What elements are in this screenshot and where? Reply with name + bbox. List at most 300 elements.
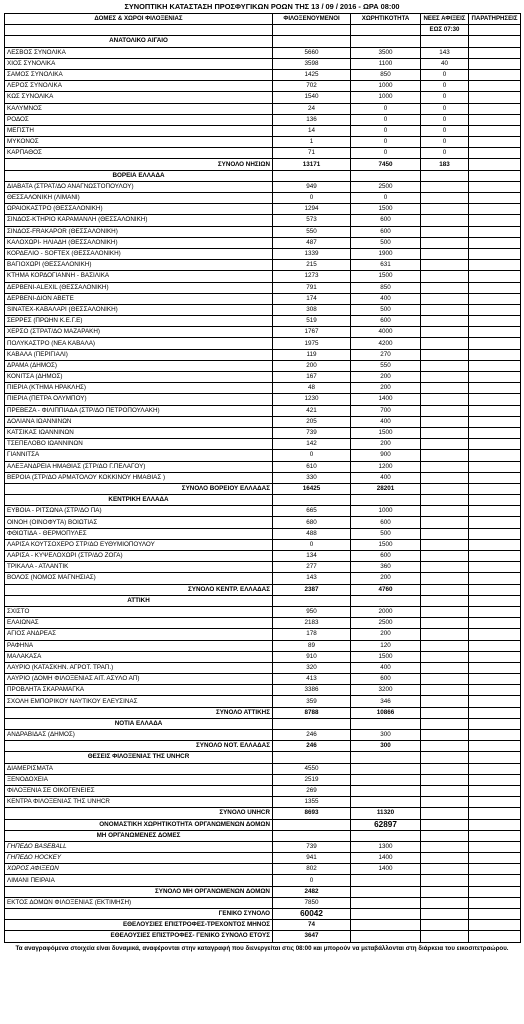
value-cell [469,483,521,494]
value-cell: 200 [351,573,421,584]
row-label-cell: ΣΙΝΔΟΣ-FRAKAPOR (ΘΕΣΣΑΛΟΝΙΚΗ) [5,226,273,237]
table-row [5,137,521,148]
value-cell [421,707,469,718]
row-label-cell: ΕΘΕΛΟΥΣΙΕΣ ΕΠΙΣΤΡΟΦΕΣ-ΤΡΕΧΟΝΤΟΣ ΜΗΝΟΣ [5,920,273,931]
value-cell: 665 [273,506,351,517]
value-cell: 910 [273,651,351,662]
value-cell [469,461,521,472]
value-cell: 16425 [273,483,351,494]
column-header: ΦΙΛΟΞΕΝΟΥΜΕΝΟΙ [273,14,351,25]
value-cell: 1000 [351,81,421,92]
row-label-cell: ΒΟΛΟΣ (ΝΟΜΟΣ ΜΑΓΝΗΣΙΑΣ) [5,573,273,584]
value-cell: 0 [273,539,351,550]
value-cell [351,875,421,886]
value-cell [469,931,521,942]
table-row [5,439,521,450]
value-cell [421,662,469,673]
empty-cell [273,25,351,36]
row-label-cell: ΚΑΡΠΑΘΟΣ [5,148,273,159]
value-cell: 0 [273,875,351,886]
row-label-cell: ΛΑΡΙΣΑ ΚΟΥΤΣΟΧΕΡΟ ΣΤΡ/ΔΟ ΕΥΘΥΜΙΟΠΟΥΛΟΥ [5,539,273,550]
value-cell [469,841,521,852]
value-cell [469,137,521,148]
value-cell: 4760 [351,584,421,595]
row-label-cell: ΣΙΝΔΟΣ-ΚΤΗΡΙΟ ΚΑΡΑΜΑΝΛΗ (ΘΕΣΣΑΛΟΝΙΚΗ) [5,215,273,226]
value-cell [351,797,421,808]
value-cell: 1230 [273,394,351,405]
grand-total-row [5,819,521,830]
value-cell [421,316,469,327]
row-label-cell: ΘΕΣΕΙΣ ΦΙΛΟΞΕΝΙΑΣ ΤΗΣ UNHCR [5,752,273,763]
table-row [5,58,521,69]
value-cell: 600 [351,551,421,562]
value-cell: 143 [421,47,469,58]
value-cell [421,797,469,808]
value-cell [273,170,351,181]
row-label-cell: SINATEX-ΚΑΒΑΛΑΡΙ (ΘΕΣΣΑΛΟΝΙΚΗ) [5,304,273,315]
row-label-cell: ΑΛΕΞΑΝΔΡΕΙΑ ΗΜΑΘΙΑΣ (ΣΤΡ/ΔΟ Γ.ΠΕΛΑΓΟΥ) [5,461,273,472]
value-cell [421,595,469,606]
value-cell [273,830,351,841]
row-label-cell: ΤΡΙΚΑΛΑ - ΑΤΛΑΝΤΙΚ [5,562,273,573]
value-cell [469,640,521,651]
value-cell [351,830,421,841]
value-cell: 550 [351,360,421,371]
table-row [5,517,521,528]
row-label-cell: ΛΙΜΑΝΙ ΠΕΙΡΑΙΑ [5,875,273,886]
value-cell [421,785,469,796]
value-cell [421,674,469,685]
row-label-cell: ΣΕΡΡΕΣ (ΠΡΩΗΝ Κ.Ε.Γ.Ε) [5,316,273,327]
value-cell [469,875,521,886]
row-label-cell: ΞΕΝΟΔΟΧΕΙΑ [5,774,273,785]
value-cell: 205 [273,416,351,427]
table-row [5,394,521,405]
value-cell: 1339 [273,248,351,259]
row-label-cell: ΣΥΝΟΛΟ ΚΕΝΤΡ. ΕΛΛΑΔΑΣ [5,584,273,595]
table-row [5,327,521,338]
value-cell: 2500 [351,618,421,629]
row-label-cell: ΤΣΕΠΕΛΟΒΟ ΙΩΑΝΝΙΝΩΝ [5,439,273,450]
value-cell: 28201 [351,483,421,494]
value-cell: 359 [273,696,351,707]
value-cell [351,595,421,606]
row-label-cell: ΑΝΑΤΟΛΙΚΟ ΑΙΓΑΙΟ [5,36,273,47]
value-cell: 0 [421,69,469,80]
value-cell: 143 [273,573,351,584]
row-label-cell: ΛΑΡΙΣΑ - ΚΥΨΕΛΟΧΩΡΙ (ΣΤΡ/ΔΟ ΖΟΓΑ) [5,551,273,562]
table-row [5,81,521,92]
table-row [5,148,521,159]
value-cell: 136 [273,114,351,125]
table-row [5,47,521,58]
value-cell: 269 [273,785,351,796]
value-cell: 680 [273,517,351,528]
value-cell [469,103,521,114]
value-cell [421,875,469,886]
value-cell [469,752,521,763]
value-cell: 7450 [351,159,421,170]
value-cell [469,584,521,595]
value-cell: 0 [421,81,469,92]
value-cell [421,718,469,729]
value-cell: 200 [273,360,351,371]
value-cell [469,237,521,248]
row-label-cell: ΚΑΛΟΧΩΡΙ- ΗΛΙΑΔΗ (ΘΕΣΣΑΛΟΝΙΚΗ) [5,237,273,248]
table-row [5,349,521,360]
column-header: ΔΟΜΕΣ & ΧΩΡΟΙ ΦΙΛΟΞΕΝΙΑΣ [5,14,273,25]
value-cell: 0 [421,114,469,125]
value-cell [421,260,469,271]
value-cell [469,47,521,58]
value-cell: 134 [273,551,351,562]
value-cell [469,495,521,506]
row-label-cell: ΣΥΝΟΛΟ ΜΗ ΟΡΓΑΝΩΜΕΝΩΝ ΔΟΜΩΝ [5,886,273,897]
value-cell: 277 [273,562,351,573]
row-label-cell: ΒΟΡΕΙΑ ΕΛΛΑΔΑ [5,170,273,181]
value-cell [469,897,521,908]
value-cell [421,416,469,427]
value-cell [469,774,521,785]
table-row [5,696,521,707]
total-row [5,886,521,897]
row-label-cell: ΩΡΑΙΟΚΑΣΤΡΟ (ΘΕΣΣΑΛΟΝΙΚΗ) [5,204,273,215]
value-cell [421,808,469,819]
table-row [5,897,521,908]
value-cell: 2519 [273,774,351,785]
value-cell [421,394,469,405]
row-label-cell: ΚΟΡΔΕΛΙΟ - SOFTEX (ΘΕΣΣΑΛΟΝΙΚΗ) [5,248,273,259]
value-cell [421,483,469,494]
table-row [5,606,521,617]
value-cell: 1294 [273,204,351,215]
value-cell: 270 [351,349,421,360]
value-cell: 246 [273,730,351,741]
value-cell [421,304,469,315]
row-label-cell: ΔΙΑΜΕΡΙΣΜΑΤΑ [5,763,273,774]
value-cell: 0 [351,137,421,148]
row-label-cell: ΝΟΤΙΑ ΕΛΛΑΔΑ [5,718,273,729]
value-cell: 802 [273,864,351,875]
row-label-cell: ΔΡΑΜΑ (ΔΗΜΟΣ) [5,360,273,371]
value-cell [351,36,421,47]
table-row [5,528,521,539]
value-cell: 2500 [351,181,421,192]
value-cell [351,718,421,729]
value-cell [469,730,521,741]
empty-cell [351,25,421,36]
value-cell [469,81,521,92]
value-cell: 8788 [273,707,351,718]
table-row [5,293,521,304]
total-row [5,741,521,752]
value-cell [469,248,521,259]
value-cell: 183 [421,159,469,170]
value-cell: 400 [351,662,421,673]
value-cell: 1500 [351,427,421,438]
value-cell [421,439,469,450]
row-label-cell: ΚΕΝΤΡΙΚΗ ΕΛΛΑΔΑ [5,495,273,506]
section-header-row [5,830,521,841]
value-cell: 40 [421,58,469,69]
value-cell [469,405,521,416]
value-cell [421,461,469,472]
value-cell [421,830,469,841]
table-row [5,316,521,327]
value-cell [421,271,469,282]
value-cell: 400 [351,472,421,483]
section-header-row [5,595,521,606]
row-label-cell: ΓΕΝΙΚΟ ΣΥΝΟΛΟ [5,909,273,920]
value-cell: 1540 [273,92,351,103]
value-cell: 142 [273,439,351,450]
value-cell [421,349,469,360]
row-label-cell: ΣΥΝΟΛΟ UNHCR [5,808,273,819]
table-row [5,193,521,204]
column-header: ΠΑΡΑΤΗΡΗΣΕΙΣ [469,14,521,25]
value-cell: 600 [351,517,421,528]
value-cell: 739 [273,841,351,852]
value-cell: 0 [351,114,421,125]
value-cell: 0 [421,137,469,148]
value-cell [421,36,469,47]
value-cell [469,316,521,327]
value-cell [469,327,521,338]
section-header-row [5,170,521,181]
row-label-cell: ΑΤΤΙΚΗ [5,595,273,606]
value-cell [421,886,469,897]
value-cell [421,517,469,528]
value-cell [469,215,521,226]
value-cell: 5660 [273,47,351,58]
table-row [5,181,521,192]
value-cell: 89 [273,640,351,651]
value-cell [469,909,521,920]
table-row [5,618,521,629]
value-cell [421,427,469,438]
value-cell [351,931,421,942]
value-cell: 1767 [273,327,351,338]
row-label-cell: ΓΙΑΝΝΙΤΣΑ [5,450,273,461]
row-label-cell: ΔΟΛΙΑΝΑ ΙΩΑΝΝΙΝΩΝ [5,416,273,427]
value-cell [421,909,469,920]
value-cell: 700 [351,405,421,416]
value-cell: 200 [351,439,421,450]
value-cell: 421 [273,405,351,416]
value-cell: 400 [351,293,421,304]
row-label-cell: ΜΥΚΟΝΟΣ [5,137,273,148]
value-cell [421,864,469,875]
row-label-cell: ΔΕΡΒΕΝΙ-ALEXIL (ΘΕΣΣΑΛΟΝΙΚΗ) [5,282,273,293]
value-cell: 330 [273,472,351,483]
value-cell: 0 [273,450,351,461]
value-cell [469,573,521,584]
value-cell [421,920,469,931]
section-header-row [5,495,521,506]
value-cell [469,562,521,573]
table-row [5,383,521,394]
value-cell: 1500 [351,539,421,550]
value-cell [469,383,521,394]
value-cell [421,853,469,864]
value-cell: 941 [273,853,351,864]
section-header-row [5,36,521,47]
value-cell [469,125,521,136]
value-cell [421,495,469,506]
table-row [5,405,521,416]
value-cell [469,517,521,528]
value-cell [469,92,521,103]
value-cell: 610 [273,461,351,472]
value-cell [421,226,469,237]
value-cell [351,897,421,908]
value-cell: 0 [351,103,421,114]
value-cell: 631 [351,260,421,271]
value-cell: 702 [273,81,351,92]
table-row [5,573,521,584]
table-row [5,651,521,662]
value-cell [469,181,521,192]
value-cell [351,920,421,931]
row-label-cell: ΡΑΦΗΝΑ [5,640,273,651]
value-cell [469,595,521,606]
value-cell [469,260,521,271]
value-cell [421,629,469,640]
value-cell: 120 [351,640,421,651]
value-cell [421,215,469,226]
value-cell [469,528,521,539]
value-cell [469,282,521,293]
value-cell [421,170,469,181]
row-label-cell: ΣΧΙΣΤΟ [5,606,273,617]
value-cell [469,170,521,181]
value-cell [421,372,469,383]
table-row [5,506,521,517]
value-cell [469,853,521,864]
value-cell [469,271,521,282]
row-label-cell: ΣΥΝΟΛΟ ΑΤΤΙΚΗΣ [5,707,273,718]
value-cell [469,830,521,841]
value-cell [469,551,521,562]
value-cell: 3200 [351,685,421,696]
value-cell: 7850 [273,897,351,908]
value-cell: 487 [273,237,351,248]
section-header-row [5,718,521,729]
value-cell [273,595,351,606]
table-row [5,640,521,651]
value-cell: 8693 [273,808,351,819]
value-cell [469,58,521,69]
row-label-cell: ΛΕΡΟΣ ΣΥΝΟΛΙΚΑ [5,81,273,92]
value-cell: 0 [351,148,421,159]
total-row [5,808,521,819]
table-row [5,674,521,685]
value-cell: 13171 [273,159,351,170]
value-cell [421,819,469,830]
value-cell: 308 [273,304,351,315]
row-label-cell: ΚΕΝΤΡΑ ΦΙΛΟΞΕΝΙΑΣ ΤΗΣ UNHCR [5,797,273,808]
table-row [5,69,521,80]
row-label-cell: ΣΥΝΟΛΟ ΒΟΡΕΙΟΥ ΕΛΛΑΔΑΣ [5,483,273,494]
value-cell: 300 [351,741,421,752]
value-cell [421,338,469,349]
value-cell: 62897 [351,819,421,830]
row-label-cell: ΣΧΟΛΗ ΕΜΠΟΡΙΚΟΥ ΝΑΥΤΙΚΟΥ ΕΛΕΥΣΙΝΑΣ [5,696,273,707]
value-cell: 4200 [351,338,421,349]
value-cell: 60042 [273,909,351,920]
table-row [5,875,521,886]
total-row [5,920,521,931]
row-label-cell: ΕΚΤΟΣ ΔΟΜΩΝ ΦΙΛΟΞΕΝΙΑΣ (ΕΚΤΙΜΗΣΗ) [5,897,273,908]
row-label-cell: ΟΝΟΜΑΣΤΙΚΗ ΧΩΡΗΤΙΚΟΤΗΤΑ ΟΡΓΑΝΩΜΕΝΩΝ ΔΟΜΩΝ [5,819,273,830]
value-cell [469,864,521,875]
value-cell: 4000 [351,327,421,338]
table-subheader-row [5,25,521,36]
value-cell [469,439,521,450]
value-cell [469,920,521,931]
row-label-cell: ΘΕΣΣΑΛΟΝΙΚΗ (ΛΙΜΑΝΙ) [5,193,273,204]
value-cell: 600 [351,215,421,226]
value-cell [421,293,469,304]
value-cell: 119 [273,349,351,360]
value-cell: 500 [351,304,421,315]
row-label-cell: ΒΑΓΙΟΧΩΡΙ (ΘΕΣΣΑΛΟΝΙΚΗ) [5,260,273,271]
value-cell: 1500 [351,651,421,662]
row-label-cell: ΧΙΟΣ ΣΥΝΟΛΙΚΑ [5,58,273,69]
row-label-cell: ΓΗΠΕΔΟ HOCKEY [5,853,273,864]
value-cell: 850 [351,282,421,293]
value-cell: 488 [273,528,351,539]
value-cell [421,741,469,752]
table-row [5,125,521,136]
total-row [5,483,521,494]
table-row [5,304,521,315]
value-cell [421,472,469,483]
row-label-cell: ΠΡΕΒΕΖΑ - ΦΙΛΙΠΠΙΑΔΑ (ΣΤΡ/ΔΟ ΠΕΤΡΟΠΟΥΛΑΚΗ) [5,405,273,416]
value-cell [421,360,469,371]
row-label-cell: ΚΑΤΣΙΚΑΣ ΙΩΑΝΝΙΝΩΝ [5,427,273,438]
value-cell [273,495,351,506]
value-cell [469,427,521,438]
value-cell: 850 [351,69,421,80]
value-cell [469,69,521,80]
value-cell [469,293,521,304]
row-label-cell: ΠΡΟΒΛΗΤΑ ΣΚΑΡΑΜΑΓΚΑ [5,685,273,696]
table-row [5,562,521,573]
value-cell: 550 [273,226,351,237]
row-label-cell: ΜΗ ΟΡΓΑΝΩΜΕΝΕΣ ΔΟΜΕΣ [5,830,273,841]
value-cell: 320 [273,662,351,673]
new-arrivals-time-label: ΕΩΣ 07:30 [421,25,469,36]
table-row [5,215,521,226]
value-cell: 0 [421,92,469,103]
row-label-cell: ΧΕΡΣΟ (ΣΤΡΑΤ/ΔΟ ΜΑΖΑΡΑΚΗ) [5,327,273,338]
value-cell [273,819,351,830]
value-cell [469,685,521,696]
value-cell [421,204,469,215]
value-cell: 1300 [351,841,421,852]
value-cell: 346 [351,696,421,707]
value-cell: 1100 [351,58,421,69]
value-cell [421,551,469,562]
value-cell: 519 [273,316,351,327]
table-row [5,282,521,293]
table-row [5,864,521,875]
value-cell: 178 [273,629,351,640]
value-cell: 14 [273,125,351,136]
row-label-cell: ΡΟΔΟΣ [5,114,273,125]
value-cell [351,763,421,774]
